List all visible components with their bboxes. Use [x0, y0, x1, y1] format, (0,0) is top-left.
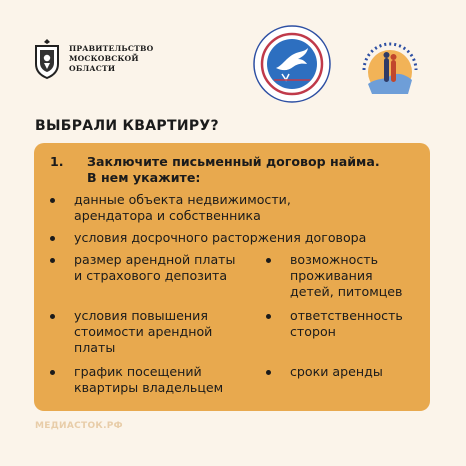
list-item	[266, 364, 416, 380]
bullet-icon	[50, 258, 55, 263]
step-item	[50, 154, 390, 186]
list-item-text: размер арендной платы и страхового депозита	[74, 252, 236, 283]
list-item-text: условия повышения стоимости арендной платы	[74, 308, 213, 355]
list-item	[266, 252, 416, 300]
list-item-text: возможность проживания детей, питомцев	[290, 252, 403, 299]
step-text: Заключите письменный договор найма. В нем укажите:	[87, 154, 380, 185]
bullet-icon	[266, 314, 271, 319]
list-item-text: график посещений квартиры владельцем	[74, 364, 224, 395]
list-item	[266, 308, 426, 340]
youth-council-logo	[350, 26, 430, 106]
list-item-text: ответственность сторон	[290, 308, 403, 339]
list-item-text: данные объекта недвижимости, арендатора и собственника	[74, 192, 291, 223]
moscow-region-crest-icon	[33, 38, 61, 80]
step-number: 1.	[50, 154, 64, 169]
list-item-text: условия досрочного расторжения договора	[74, 230, 367, 245]
dove-emblem-logo	[252, 24, 332, 104]
list-item	[50, 192, 350, 224]
gov-line-3: ОБЛАСТИ	[69, 64, 116, 73]
list-item	[50, 364, 265, 396]
list-item-text: сроки аренды	[290, 364, 383, 379]
government-logo	[33, 38, 153, 80]
info-card	[34, 143, 430, 411]
bullet-icon	[50, 198, 55, 203]
list-item	[50, 230, 420, 246]
bullet-icon	[266, 370, 271, 375]
bullet-icon	[50, 236, 55, 241]
footer-source: МЕДИАСТОК.РФ	[35, 421, 123, 431]
bullet-icon	[266, 258, 271, 263]
headline: ВЫБРАЛИ КВАРТИРУ?	[35, 118, 219, 134]
list-item	[50, 252, 245, 284]
bullet-icon	[50, 370, 55, 375]
list-item	[50, 308, 240, 356]
bullet-icon	[50, 314, 55, 319]
gov-line-1: ПРАВИТЕЛЬСТВО	[69, 44, 154, 53]
gov-line-2: МОСКОВСКОЙ	[69, 54, 139, 63]
government-name	[69, 44, 153, 74]
